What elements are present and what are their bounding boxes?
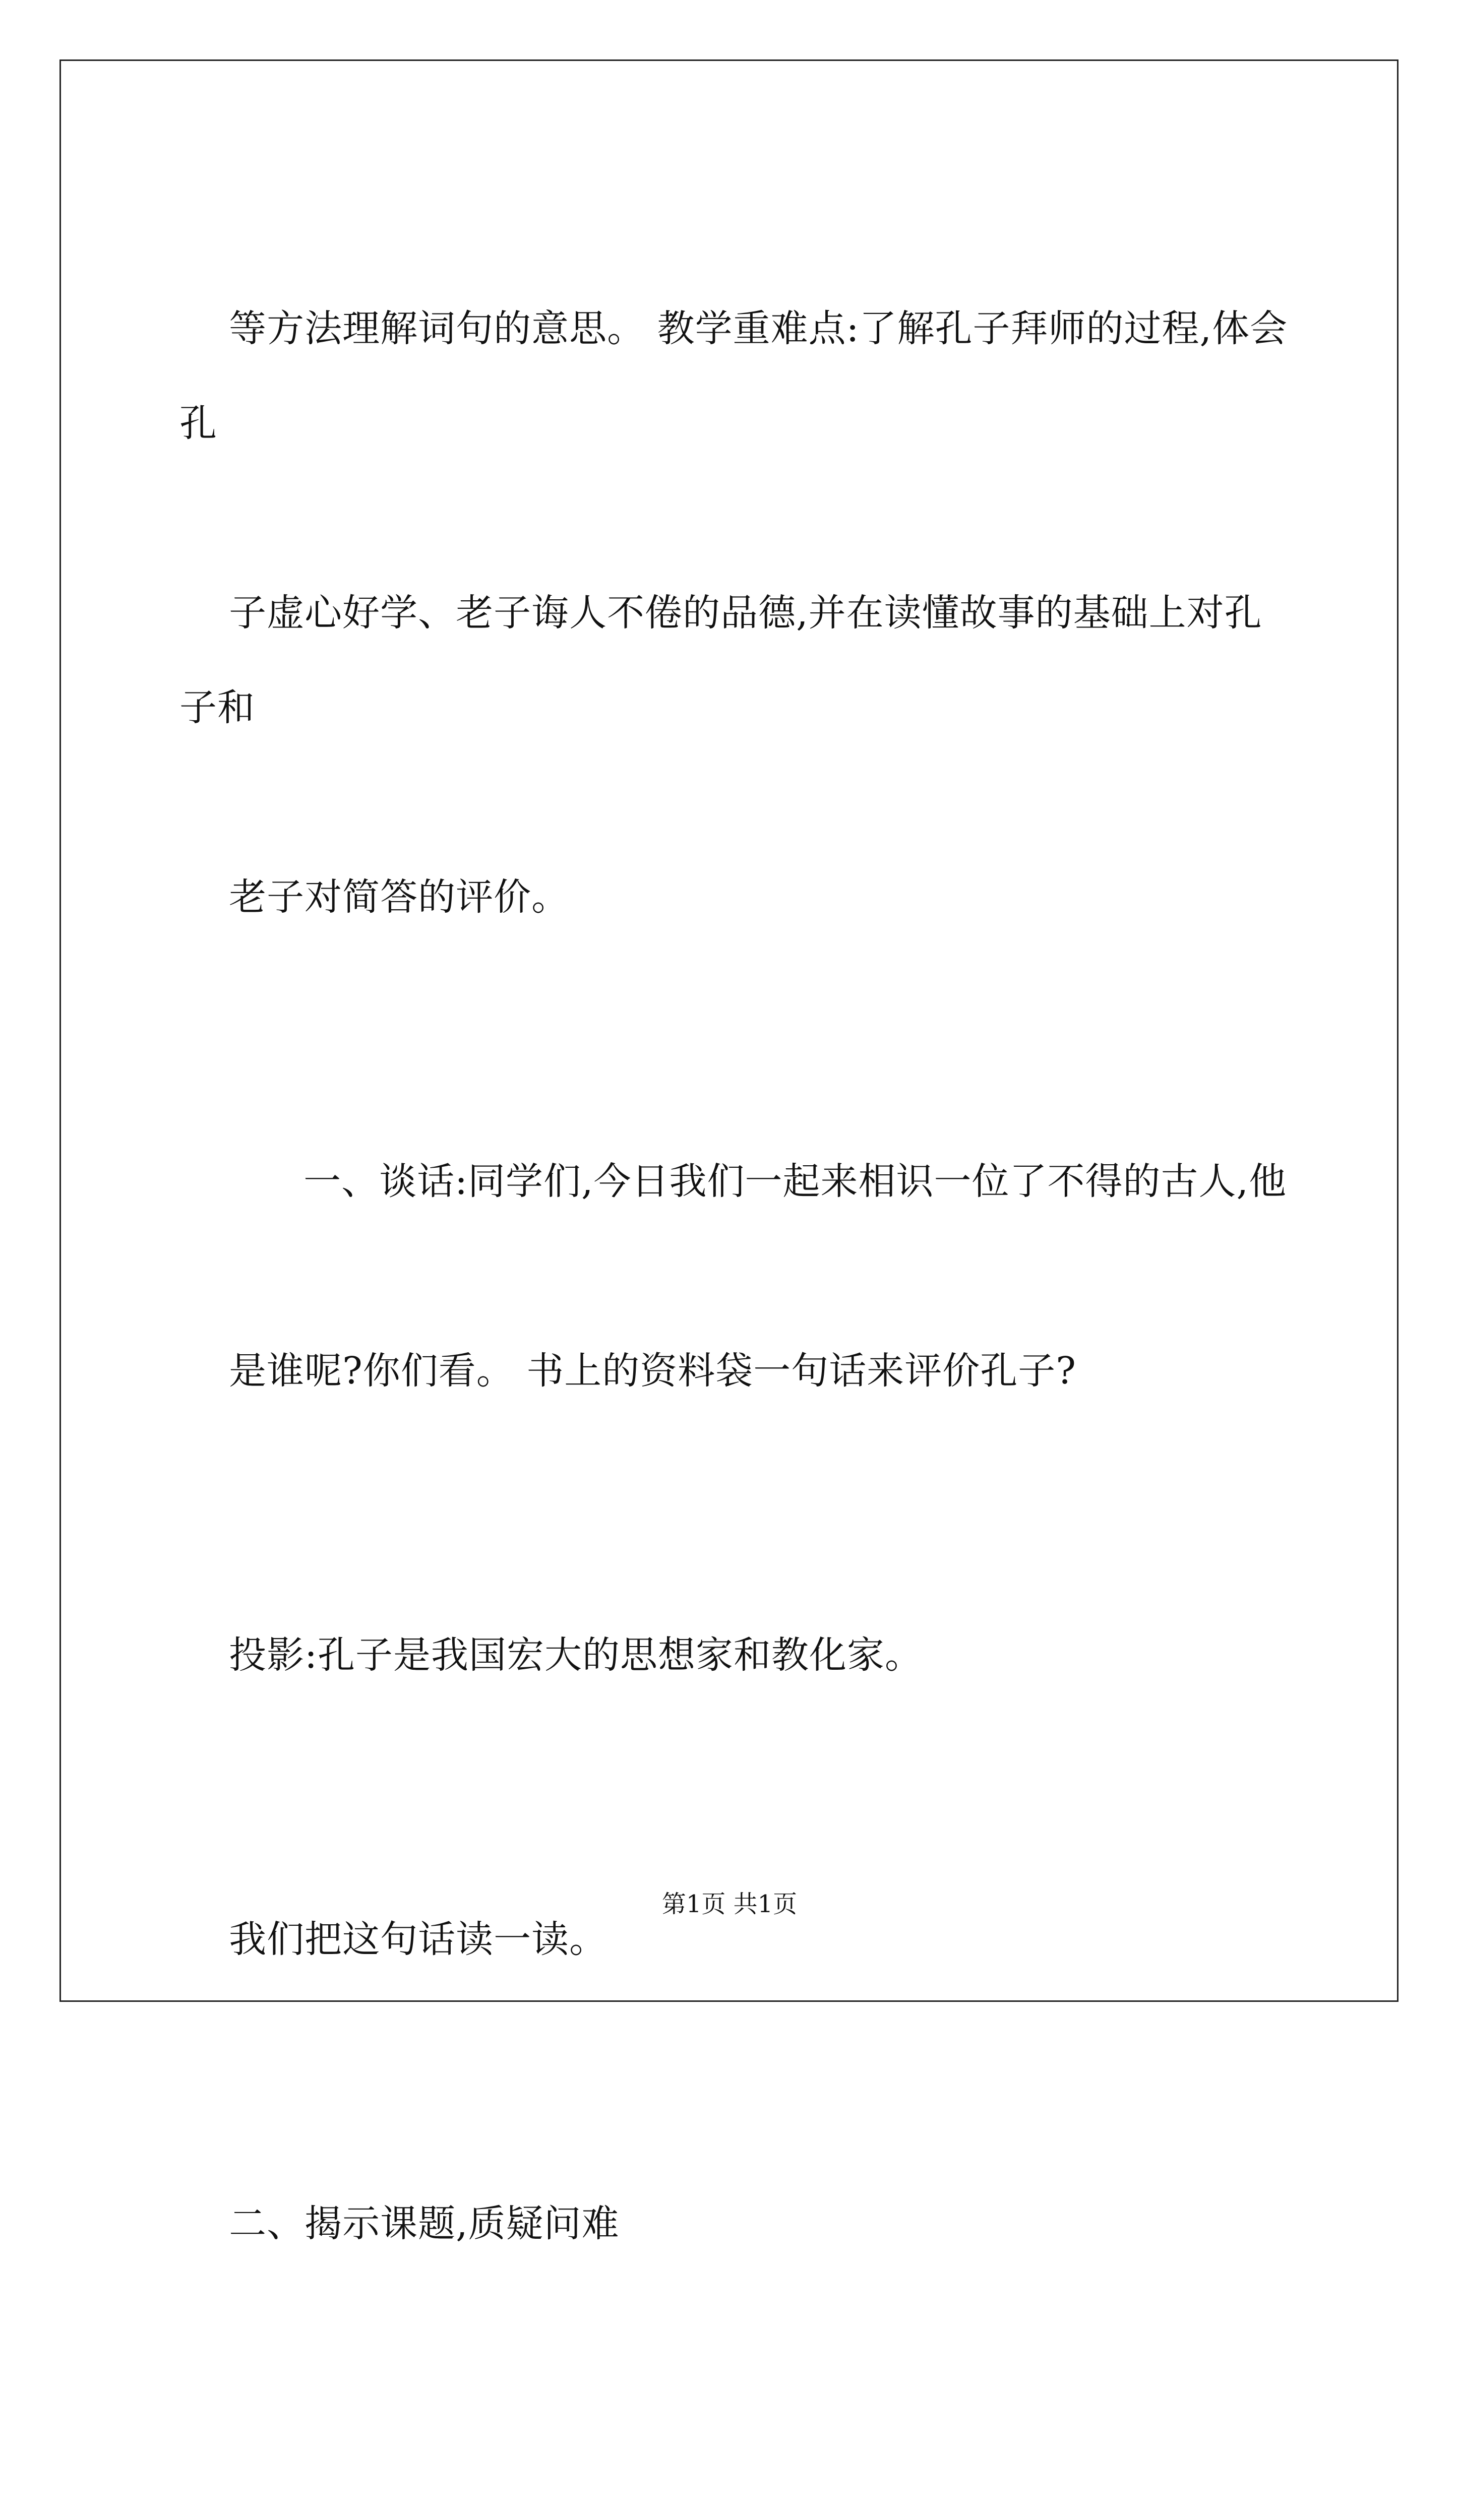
text-line: 等方法理解词句的意思。 教学重难点:了解孔子拜师的过程,体会孔 [179,307,1288,445]
text-line: 投影:孔子是我国宏大的思想家和教化家。 [229,1633,923,1677]
text-line: 子虚心好学、老子诲人不倦的品德,并在读懂故事的基础上对孔子和 [179,591,1262,729]
text-line: 老子对简答的评价。 [229,875,570,919]
paragraph-read-aloud [179,1797,1289,2082]
paragraph-intro-objectives [179,186,1289,1039]
text-line: 一、谈话:同学们,今日我们一起来相识一位了不得的古人,他 [303,1160,1287,1203]
paragraph-projection [179,1513,1289,1797]
section-heading-reveal-topic [179,2082,1289,2366]
document-body [179,186,1289,2520]
text-line: 是谁呢?你们看。 书上的资料袋一句话来评价孔子? [229,1349,1076,1393]
text-line: 我们把这句话读一读。 [229,1918,607,1961]
paragraph-talk [179,1039,1289,1513]
text-line: 二、揭示课题,质疑问难 [229,2202,620,2245]
page-footer: 第1页 共1页 [661,1890,798,1918]
paragraph-reveal-topic [179,2366,1289,2520]
